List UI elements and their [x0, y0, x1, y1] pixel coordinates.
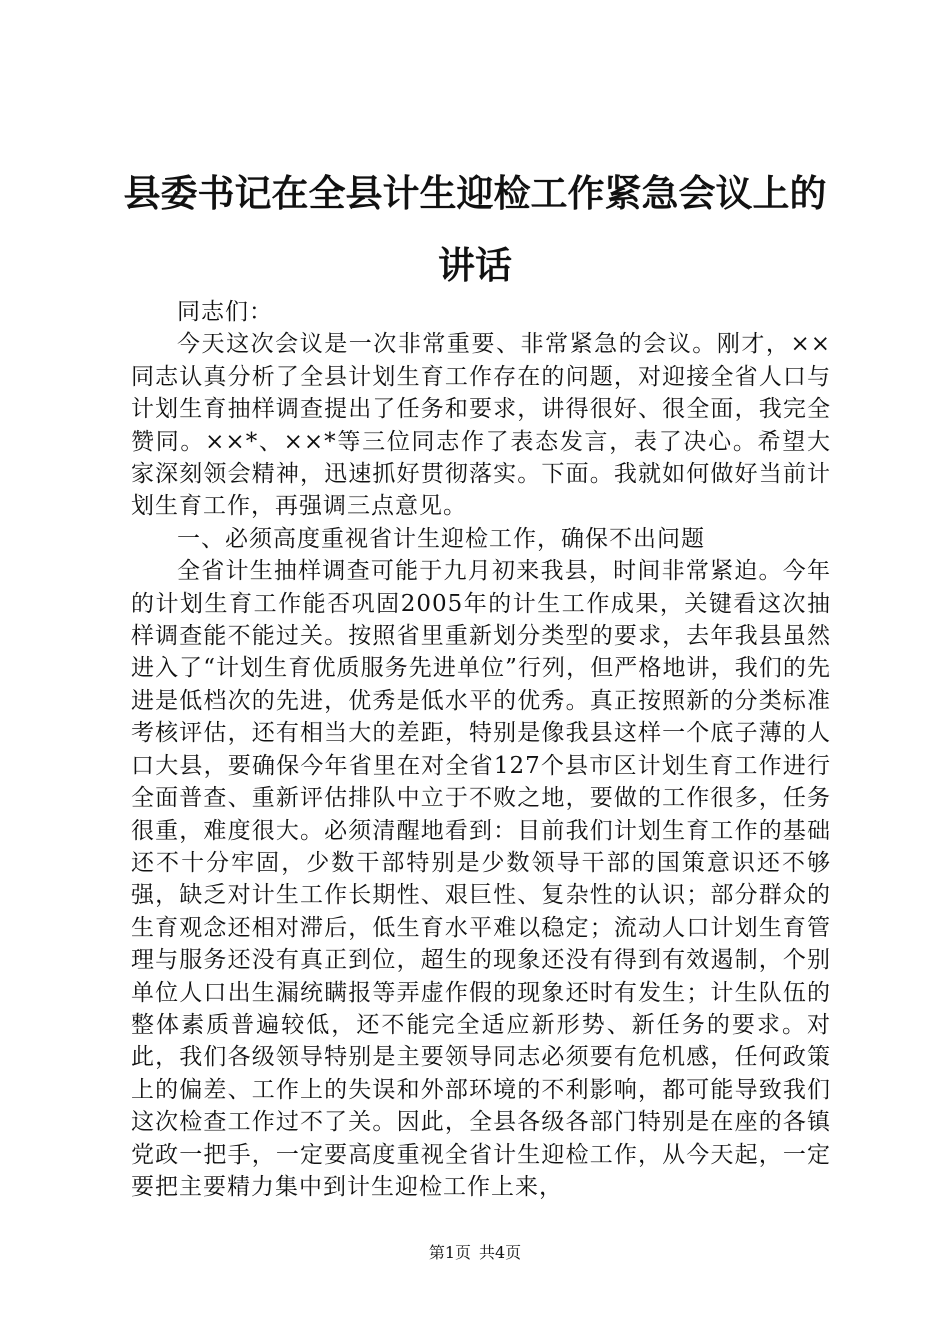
- document-title: 县委书记在全县计生迎检工作紧急会议上的讲话: [123, 172, 827, 287]
- section-heading: 一、必须高度重视省计生迎检工作，确保不出问题: [177, 525, 705, 552]
- page-footer: [0, 1243, 950, 1263]
- salutation: 同志们：: [177, 299, 273, 325]
- paragraph: 全省计生抽样调查可能于九月初来我县，时间非常紧迫。今年的计划生育工作能否巩固2005年的计生工作成果，关键看这次抽样调查能不能过关。按照省里重新划分类型的要求，去年我县虽然进入了“计划生育优质服务先进单位”行列，但严格地讲，我们的先进是低档次的先进，优秀是低水平的优秀。真正按照新的分类标准考核评估，还有相当大的差距，特别是像我县这样一个底子薄的人口大县，要确保今年省里在对全省127个县市区计划生育工作进行全面普查、重新评估排队中立于不败之地，要做的工作很多，任务很重，难度很大。必须清醒地看到：目前我们计划生育工作的基础还不十分牢固，少数干部特别是少数领导干部的国策意识还不够强，缺乏对计生工作长期性、艰巨性、复杂性的认识；部分群众的生育观念还相对滞后，低生育水平难以稳定；流动人口计划生育管理与服务还没有真正到位，超生的现象还没有得到有效遏制，个别单位人口出生漏统瞒报等弄虚作假的现象还时有发生；计生队伍的整体素质普遍较低，还不能完全适应新形势、新任务的要求。对此，我们各级领导特别是主要领导同志必须要有危机感，任何政策上的偏差、工作上的失误和外部环境的不利影响，都可能导致我们这次检查工作过不了关。因此，全县各级各部门特别是在座的各镇党政一把手，一定要高度重视全省计生迎检工作，从今天起，一定要把主要精力集中到计生迎检工作上来，: [131, 558, 831, 1200]
- page-number: 第1页: [428, 1243, 471, 1262]
- paragraph: 今天这次会议是一次非常重要、非常紧急的会议。刚才，××同志认真分析了全县计划生育工作存在的问题，对迎接全省人口与计划生育抽样调查提出了任务和要求，讲得很好、很全面，我完全赞同。××*、××*等三位同志作了表态发言，表了决心。希望大家深刻领会精神，迅速抓好贯彻落实。下面。我就如何做好当前计划生育工作，再强调三点意见。: [131, 331, 831, 520]
- document-body: [131, 296, 831, 1203]
- page-total: 共4页: [479, 1243, 522, 1262]
